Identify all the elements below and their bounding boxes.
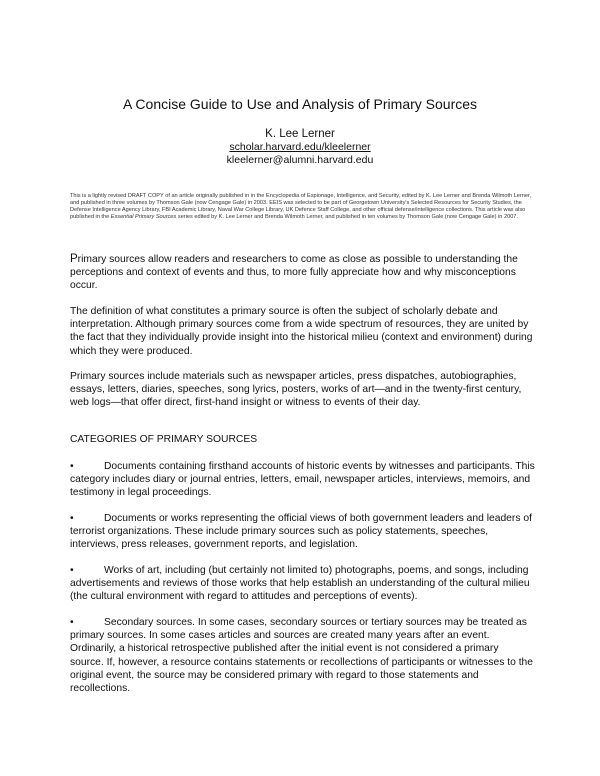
intro-text: rimary sources allow readers and researchers to come as close as possible to understanding the perceptions and context of events and thus, to more fully appreciate how and why misconceptions occur. xyxy=(70,254,518,292)
category-item xyxy=(70,460,535,500)
category-text: Works of art, including (but certainly not limited to) photographs, poems, and songs, including advertisements and reviews of those works that help establish an understanding of the cultural milieu (the cultural environment with regard to attitudes and perceptions of events). xyxy=(70,565,530,603)
category-item xyxy=(70,564,535,604)
note-text-2: series edited by K. Lee Lerner and Brenda Wilmoth Lerner, and published in ten volumes by Thomson Gale (now Cengage Gale) in 2007. xyxy=(176,214,518,221)
note-text-1: This is a lightly revised DRAFT COPY of an article originally published in in the Encyclopedia of Espionage, Intelligence, and Security, edited by K. Lee Lerner and Brenda Wilmoth Lerner, and published in three volumes by Thomson Gale (now Cengage Gale) in 2003. EEIS was selected to be part of Georgetown University's Selected Resources for Security Studies, the Defense Intelligence Agency Library, FBI Academic Library, Naval War College Library, UK Defence Staff College, and other official defense/intelligence collections. This article was also published in the xyxy=(70,193,532,221)
intro-paragraph xyxy=(70,253,535,293)
author-email: kleelerner@alumni.harvard.edu xyxy=(226,154,374,166)
draft-copy-note xyxy=(70,193,532,221)
category-text: Documents containing firsthand accounts of historic events by witnesses and participants. This category includes diary or journal entries, letters, email, newspaper articles, interviews, memoirs, and testimony in legal proceedings. xyxy=(70,461,535,499)
author-website-link[interactable]: scholar.harvard.edu/kleelerner xyxy=(229,141,371,153)
category-text: Documents or works representing the official views of both government leaders and leaders of terrorist organizations. These include primary sources such as policy statements, speeches, interviews, press releases, government reports, and legislation. xyxy=(70,513,532,551)
bullet: • xyxy=(70,461,74,472)
categories-heading: CATEGORIES OF PRIMARY SOURCES xyxy=(70,434,258,445)
note-series-title: Essential Primary Sources xyxy=(110,214,177,221)
definition-paragraph: The definition of what constitutes a primary source is often the subject of scholarly debate and interpretation. Although primary sources come from a wide spectrum of resources, they are united by the fact that they individually provide insight into the historical milieu (context and environment) during which they were produced. xyxy=(70,306,533,357)
category-text: Secondary sources. In some cases, secondary sources or tertiary sources may be treated as primary sources. In some cases articles and sources are created many years after an event. Ordinarily, a historical retrospective published after the initial event is not considered a primary source. If, however, a resource contains statements or recollections of participants or witnesses to the original event, the source may be considered primary with regard to those statements and recollections. xyxy=(70,617,534,695)
intro-initial: P xyxy=(70,253,78,265)
materials-paragraph: Primary sources include materials such as newspaper articles, press dispatches, autobiographies, essays, letters, diaries, speeches, song lyrics, posters, works of art—and in the twenty-first century, web logs—that offer direct, first-hand insight or witness to events of their day. xyxy=(70,371,522,409)
author-name: K. Lee Lerner xyxy=(265,128,335,140)
bullet: • xyxy=(70,565,74,576)
category-item xyxy=(70,616,535,695)
category-item xyxy=(70,512,535,552)
bullet: • xyxy=(70,513,74,524)
page-title: A Concise Guide to Use and Analysis of Primary Sources xyxy=(122,96,478,112)
bullet: • xyxy=(70,617,74,628)
